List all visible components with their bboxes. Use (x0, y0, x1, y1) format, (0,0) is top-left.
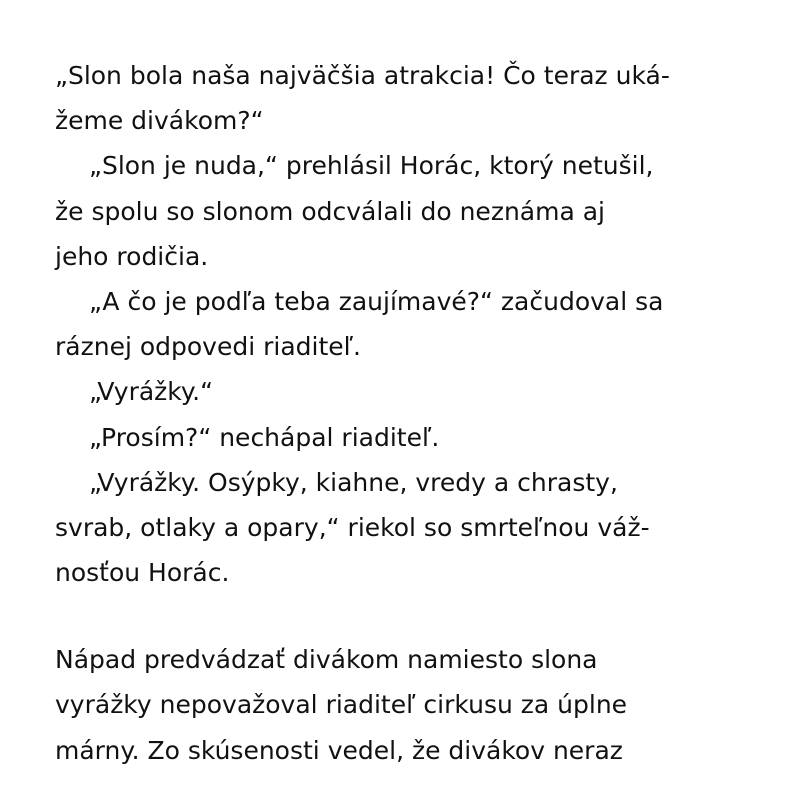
text-line: „A čo je podľa teba zaujímavé?“ začudoval sa (89, 286, 664, 316)
section-break (55, 595, 755, 637)
paragraph-4 (55, 369, 755, 414)
text-line: „Vyrážky. Osýpky, kiahne, vredy a chrasty, (89, 467, 618, 497)
paragraph-3 (55, 279, 755, 369)
paragraph-5 (55, 415, 755, 460)
text-line: „Slon bola naša najväčšia atrakcia! Čo teraz uká- (55, 61, 670, 90)
text-line: vyrážky nepovažoval riaditeľ cirkusu za úplne (55, 690, 628, 720)
text-line: že spolu so slonom odcválali do neznáma aj (55, 196, 605, 226)
text-line: žeme divákom?“ (55, 106, 264, 136)
paragraph-7 (55, 637, 755, 773)
text-line: „Slon je nuda,“ prehlásil Horác, ktorý netušil, (89, 151, 654, 181)
text-line: ráznej odpovedi riaditeľ. (55, 332, 361, 362)
paragraph-6 (55, 460, 755, 596)
paragraph-2 (55, 143, 755, 279)
text-line: Nápad predvádzať divákom namiesto slona (55, 645, 598, 675)
body-text (55, 53, 755, 773)
text-line: nosťou Horác. (55, 558, 230, 588)
text-line: márny. Zo skúsenosti vedel, že divákov neraz (55, 735, 623, 765)
text-line: svrab, otlaky a opary,“ riekol so smrteľnou váž- (55, 512, 650, 542)
text-line: „Prosím?“ nechápal riaditeľ. (89, 422, 440, 452)
paragraph-1 (55, 53, 755, 143)
text-line: jeho rodičia. (55, 241, 209, 271)
text-line: „Vyrážky.“ (89, 377, 214, 407)
